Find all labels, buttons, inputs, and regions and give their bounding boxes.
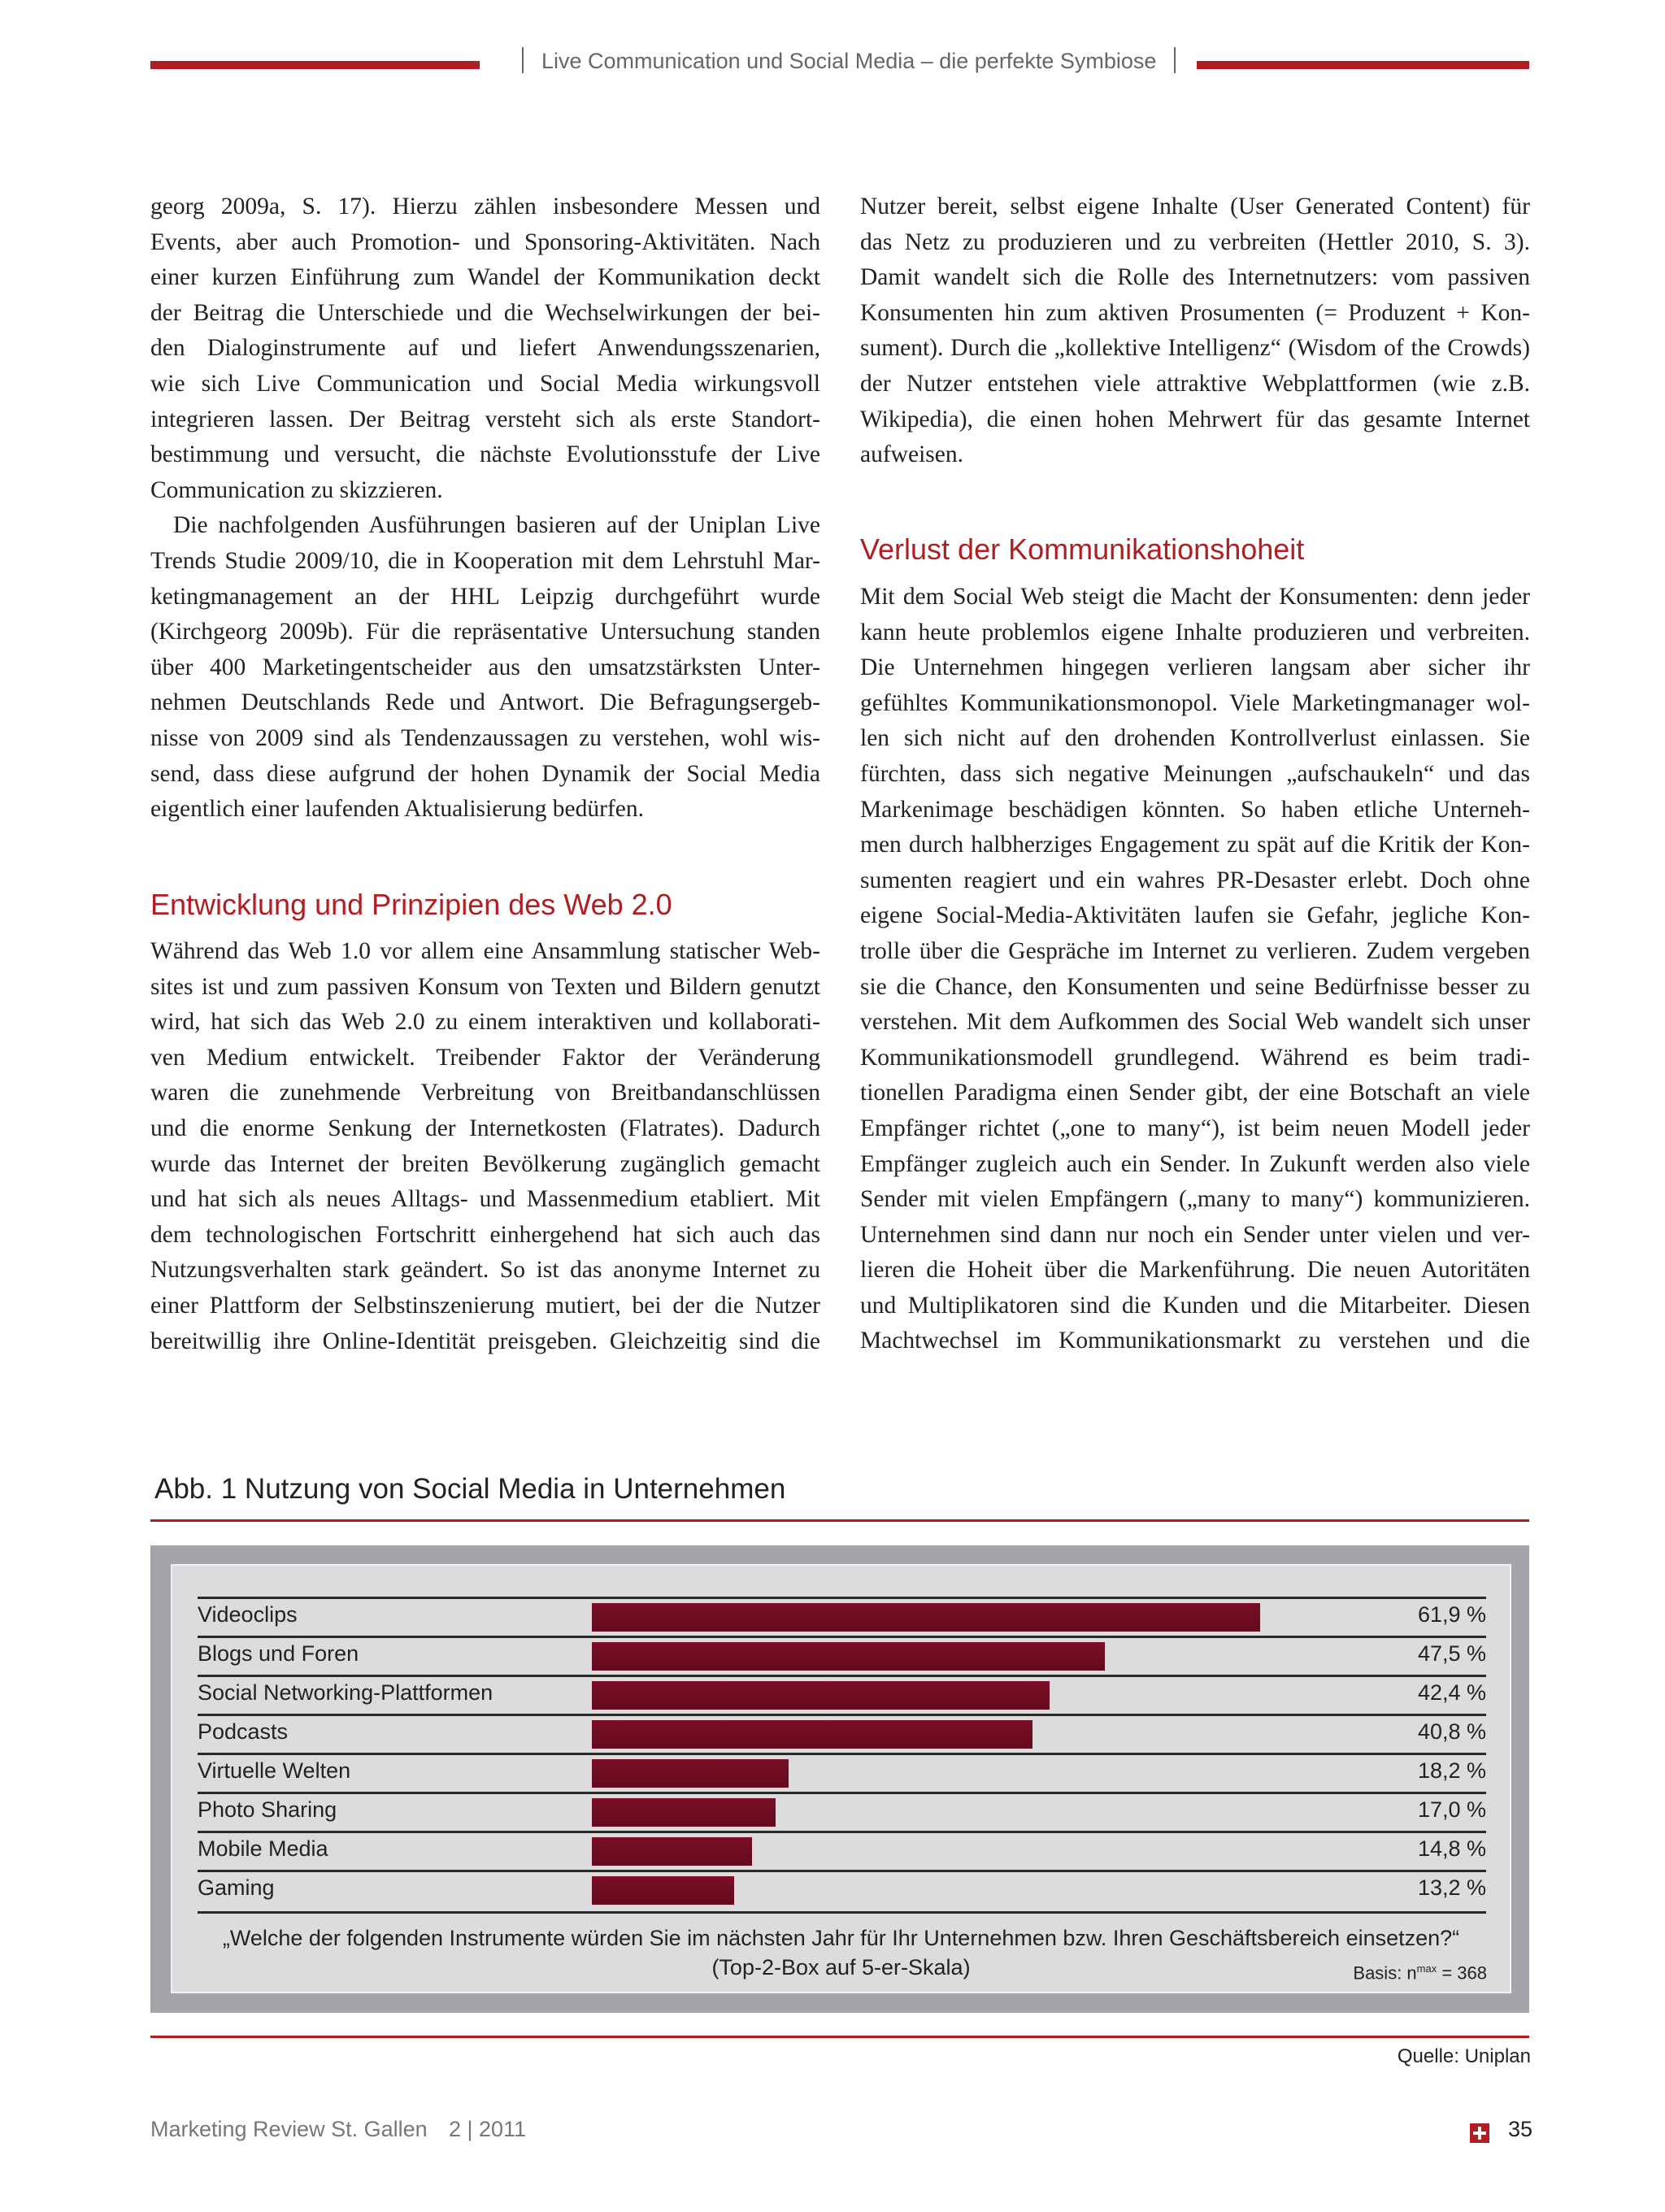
category-label: Gaming [198, 1875, 275, 1900]
text-line: Trends Studie 2009/10, die in Kooperation mit dem Lehrstuhl Mar- [150, 547, 820, 574]
category-label: Virtuelle Welten [198, 1758, 351, 1783]
chart-caption [172, 1923, 1510, 1982]
value-label: 13,2 % [1417, 1875, 1486, 1900]
section-heading-web20: Entwicklung und Prinzipien des Web 2.0 [150, 888, 672, 921]
figure-source: Quelle: Uniplan [1397, 2045, 1531, 2067]
text-line: Die Unternehmen hingegen verlieren langsam aber sicher ihr [860, 654, 1530, 681]
value-label: 14,8 % [1417, 1836, 1486, 1861]
text-line: und Multiplikatoren sind die Kunden und die Mitarbeiter. Diesen [860, 1292, 1530, 1319]
text-line: das Netz zu produzieren und zu verbreiten (Hettler 2010, S. 3). [860, 228, 1530, 255]
text-line: send, dass diese aufgrund der hohen Dynamik der Social Media [150, 760, 820, 787]
text-line: eigentlich einer laufenden Aktualisierung bedürfen. [150, 796, 644, 823]
text-line: wurde das Internet der breiten Bevölkerung zugänglich gemacht [150, 1150, 820, 1177]
chart-row [198, 1597, 1486, 1638]
text-line: aufweisen. [860, 441, 963, 468]
page-number: 35 [1508, 2117, 1533, 2141]
figure-bottom-rule [150, 2036, 1529, 2038]
text-line: Events, aber auch Promotion- und Sponsoring-Aktivitäten. Nach [150, 228, 820, 255]
text-line: waren die zunehmende Verbreitung von Breitbandanschlüssen [150, 1080, 820, 1106]
bar [592, 1681, 1050, 1710]
swiss-cross-icon [1470, 2123, 1489, 2143]
chart-row [198, 1675, 1486, 1716]
text-line: einer Plattform der Selbstinszenierung mutiert, bei der die Nutzer [150, 1292, 820, 1319]
chart-row [198, 1636, 1486, 1677]
bar [592, 1837, 752, 1866]
text-line: Machtwechsel im Kommunikationsmarkt zu verstehen und die [860, 1328, 1530, 1354]
text-line: georg 2009a, S. 17). Hierzu zählen insbesondere Messen und [150, 193, 820, 219]
bar [592, 1642, 1105, 1671]
text-line: gefühltes Kommunikationsmonopol. Viele Marketingmanager wol- [860, 689, 1530, 716]
text-line: wird, hat sich das Web 2.0 zu einem interaktiven und kollaborati- [150, 1009, 820, 1036]
text-line: und die enorme Senkung der Internetkosten (Flatrates). Dadurch [150, 1115, 820, 1141]
chart-row [198, 1870, 1486, 1914]
figure-title: Abb. 1 Nutzung von Social Media in Unternehmen [154, 1473, 786, 1505]
text-line: sites ist und zum passiven Konsum von Texten und Bildern genutzt [150, 973, 820, 1000]
text-line: eigene Social-Media-Aktivitäten laufen sie Gefahr, jegliche Kon- [860, 902, 1530, 929]
bar [592, 1876, 734, 1905]
text-line: sie die Chance, den Konsumenten und seine Bedürfnisse besser zu [860, 973, 1530, 1000]
category-label: Podcasts [198, 1719, 289, 1744]
bar [592, 1720, 1032, 1749]
text-line: integrieren lassen. Der Beitrag versteht sich als erste Standort- [150, 406, 820, 432]
text-line: ketingmanagement an der HHL Leipzig durchgeführt wurde [150, 583, 820, 610]
text-line: dem technologischen Fortschritt einhergehend hat sich auch das [150, 1221, 820, 1248]
text-line: bestimmung und versucht, die nächste Evolutionsstufe der Live [150, 441, 820, 468]
text-line: Empfänger zugleich auch ein Sender. In Zukunft werden also viele [860, 1150, 1530, 1177]
text-line: Markenimage beschädigen könnten. So haben etliche Unterneh- [860, 796, 1530, 823]
text-line: Die nachfolgenden Ausführungen basieren auf der Uniplan Live [173, 512, 820, 539]
text-line: Konsumenten hin zum aktiven Prosumenten (= Produzent + Kon- [860, 299, 1530, 326]
right-column-text [860, 189, 1530, 473]
chart-row [198, 1831, 1486, 1872]
left-column-text [150, 189, 820, 828]
footer-issue: 2 | 2011 [449, 2117, 527, 2141]
text-line: ven Medium entwickelt. Treibender Faktor der Veränderung [150, 1044, 820, 1071]
value-label: 61,9 % [1417, 1602, 1486, 1627]
running-header [504, 47, 1187, 74]
header-rule-left [150, 61, 480, 69]
right-column-section-text [860, 580, 1530, 1359]
chart-frame [150, 1545, 1529, 2013]
survey-question: „Welche der folgenden Instrumente würden Sie im nächsten Jahr für Ihr Unternehmen bzw. Ihren Geschäftsbereich einsetzen?“ [222, 1926, 1460, 1950]
text-line: (Kirchgeorg 2009b). Für die repräsentative Untersuchung standen [150, 619, 820, 645]
text-line: der Nutzer entstehen viele attraktive Webplattformen (wie z.B. [860, 370, 1530, 397]
bar [592, 1603, 1260, 1632]
value-label: 17,0 % [1417, 1797, 1486, 1822]
chart-row [198, 1753, 1486, 1794]
bar-chart [171, 1564, 1511, 1993]
value-label: 40,8 % [1417, 1719, 1486, 1744]
text-line: Unternehmen sind dann nur noch ein Sender unter vielen und ver- [860, 1221, 1530, 1248]
basis-sup: max [1416, 1962, 1437, 1975]
text-line: Nutzungsverhalten stark geändert. So ist das anonyme Internet zu [150, 1257, 820, 1284]
text-line: men durch halbherziges Engagement zu spät auf die Kritik der Kon- [860, 832, 1530, 858]
text-line: lieren die Hoheit über die Markenführung. Die neuen Autoritäten [860, 1257, 1530, 1284]
text-line: über 400 Marketingentscheider aus den umsatzstärksten Unter- [150, 654, 820, 680]
text-line: Mit dem Social Web steigt die Macht der Konsumenten: denn jeder [860, 584, 1530, 610]
scale-note: (Top-2-Box auf 5-er-Skala) [711, 1955, 971, 1980]
text-line: tionellen Paradigma einen Sender gibt, der eine Botschaft an viele [860, 1080, 1530, 1106]
sample-basis [1353, 1962, 1487, 1984]
text-line: sumenten reagiert und ein wahres PR-Desaster erlebt. Doch ohne [860, 867, 1530, 893]
text-line: Während das Web 1.0 vor allem eine Ansammlung statischer Web- [150, 938, 820, 964]
value-label: 18,2 % [1417, 1758, 1486, 1783]
text-line: Communication zu skizzieren. [150, 476, 443, 503]
chart-row [198, 1792, 1486, 1833]
text-line: len sich nicht auf den drohenden Kontrollverlust einlassen. Sie [860, 725, 1530, 752]
text-line: Wikipedia), die einen hohen Mehrwert für das gesamte Internet [860, 406, 1530, 432]
text-line: wie sich Live Communication und Social Media wirkungsvoll [150, 370, 820, 397]
text-line: Nutzer bereit, selbst eigene Inhalte (User Generated Content) für [860, 193, 1530, 219]
text-line: kann heute problemlos eigene Inhalte produzieren und verbreiten. [860, 619, 1530, 645]
text-line: Empfänger richtet („one to many“), ist beim neuen Modell jeder [860, 1115, 1530, 1141]
text-line: Kommunikationsmodell grundlegend. Während es beim tradi- [860, 1044, 1530, 1071]
figure-top-rule [150, 1519, 1529, 1522]
text-line: Damit wandelt sich die Rolle des Internetnutzers: vom passiven [860, 264, 1530, 291]
text-line: den Dialoginstrumente auf und liefert Anwendungsszenarien, [150, 335, 820, 362]
text-line: und hat sich als neues Alltags- und Massenmedium etabliert. Mit [150, 1186, 820, 1213]
text-line: fürchten, dass sich negative Meinungen „aufschaukeln“ und das [860, 760, 1530, 787]
text-line: Sender mit vielen Empfängern („many to many“) kommunizieren. [860, 1186, 1530, 1213]
basis-prefix: Basis: n [1353, 1962, 1417, 1984]
left-column-section-text [150, 934, 820, 1359]
category-label: Blogs und Foren [198, 1641, 359, 1666]
text-line: verstehen. Mit dem Aufkommen des Social Web wandelt sich unser [860, 1009, 1530, 1036]
category-label: Social Networking-Plattformen [198, 1680, 493, 1705]
footer-journal: Marketing Review St. Gallen [150, 2117, 428, 2141]
text-line: nisse von 2009 sind als Tendenzaussagen zu verstehen, wohl wis- [150, 724, 820, 751]
bar [592, 1798, 776, 1827]
header-rule-right [1197, 61, 1529, 69]
category-label: Photo Sharing [198, 1797, 337, 1822]
chart-row [198, 1714, 1486, 1755]
text-line: einer kurzen Einführung zum Wandel der Kommunikation deckt [150, 264, 820, 291]
value-label: 47,5 % [1417, 1641, 1486, 1666]
running-header-title: Live Communication und Social Media – die perfekte Symbiose [541, 49, 1157, 73]
bar [592, 1759, 789, 1788]
basis-suffix: = 368 [1437, 1962, 1487, 1984]
section-heading-kommunikationshoheit: Verlust der Kommunikationshoheit [860, 532, 1305, 566]
text-line: trolle über die Gespräche im Internet zu verlieren. Zudem vergeben [860, 937, 1530, 964]
category-label: Videoclips [198, 1602, 298, 1627]
text-line: bereitwillig ihre Online-Identität preisgeben. Gleichzeitig sind die [150, 1328, 820, 1354]
category-label: Mobile Media [198, 1836, 328, 1861]
text-line: der Beitrag die Unterschiede und die Wechselwirkungen der bei- [150, 299, 820, 326]
text-line: sument). Durch die „kollektive Intelligenz“ (Wisdom of the Crowds) [860, 335, 1530, 362]
text-line: nehmen Deutschlands Rede und Antwort. Die Befragungsergeb- [150, 689, 820, 716]
value-label: 42,4 % [1417, 1680, 1486, 1705]
